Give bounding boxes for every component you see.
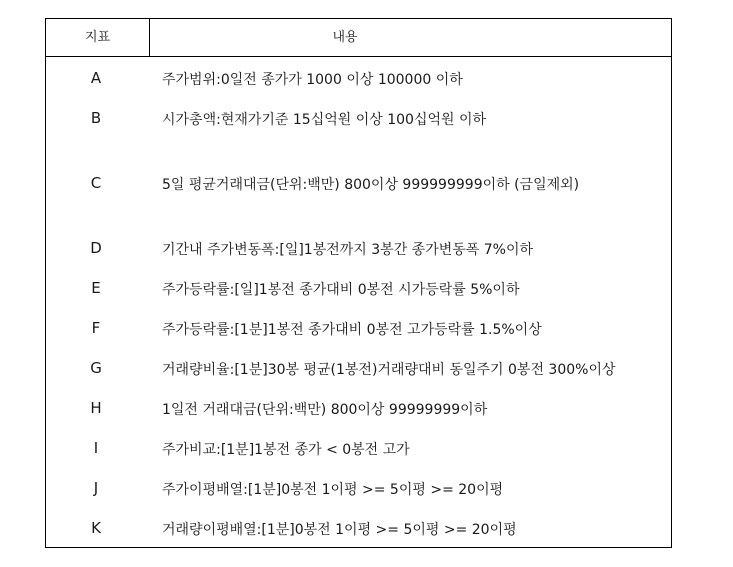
row-text: 거래량비율:[1분]30봉 평균(1봉전)거래량대비 동일주기 0봉전 300%이상 [162,362,616,378]
row-text: 주가범위:0일전 종가가 1000 이상 100000 이하 [162,72,463,88]
row-code: C [90,174,102,192]
row-code: B [90,109,102,127]
table-row [46,278,671,300]
table-row [46,318,671,340]
row-code: J [93,479,99,497]
header-content: 내용 [332,30,358,45]
row-text: 주가등락률:[일]1봉전 종가대비 0봉전 시가등락률 5%이하 [162,282,520,298]
row-text: 주가이평배열:[1분]0봉전 1이평 >= 5이평 >= 20이평 [162,482,504,498]
table-row [46,68,671,90]
row-code: F [91,319,101,337]
table-row [46,398,671,420]
table-row [46,438,671,460]
table-row [46,358,671,380]
table-row [46,108,671,130]
table-row [46,173,671,195]
row-text: 1일전 거래대금(단위:백만) 800이상 99999999이하 [162,402,488,418]
row-code: I [93,439,99,457]
table-row [46,518,671,540]
row-code: D [90,239,102,257]
table-row [46,238,671,260]
row-text: 시가총액:현재가기준 15십억원 이상 100십억원 이하 [162,112,487,128]
row-text: 5일 평균거래대금(단위:백만) 800이상 999999999이하 (금일제외) [162,177,580,193]
row-code: E [91,279,101,297]
criteria-table [45,18,672,548]
row-code: H [90,399,102,417]
row-code: K [91,519,101,537]
row-text: 기간내 주가변동폭:[일]1봉전까지 3봉간 종가변동폭 7%이하 [162,242,533,258]
header-indicator: 지표 [84,30,111,45]
row-text: 주가등락률:[1분]1봉전 종가대비 0봉전 고가등락률 1.5%이상 [162,322,542,338]
row-text: 주가비교:[1분]1봉전 종가 < 0봉전 고가 [162,442,410,458]
row-text: 거래량이평배열:[1분]0봉전 1이평 >= 5이평 >= 20이평 [162,522,517,538]
row-code: A [90,69,102,87]
table-header [46,19,671,57]
table-row [46,478,671,500]
row-code: G [90,359,102,377]
